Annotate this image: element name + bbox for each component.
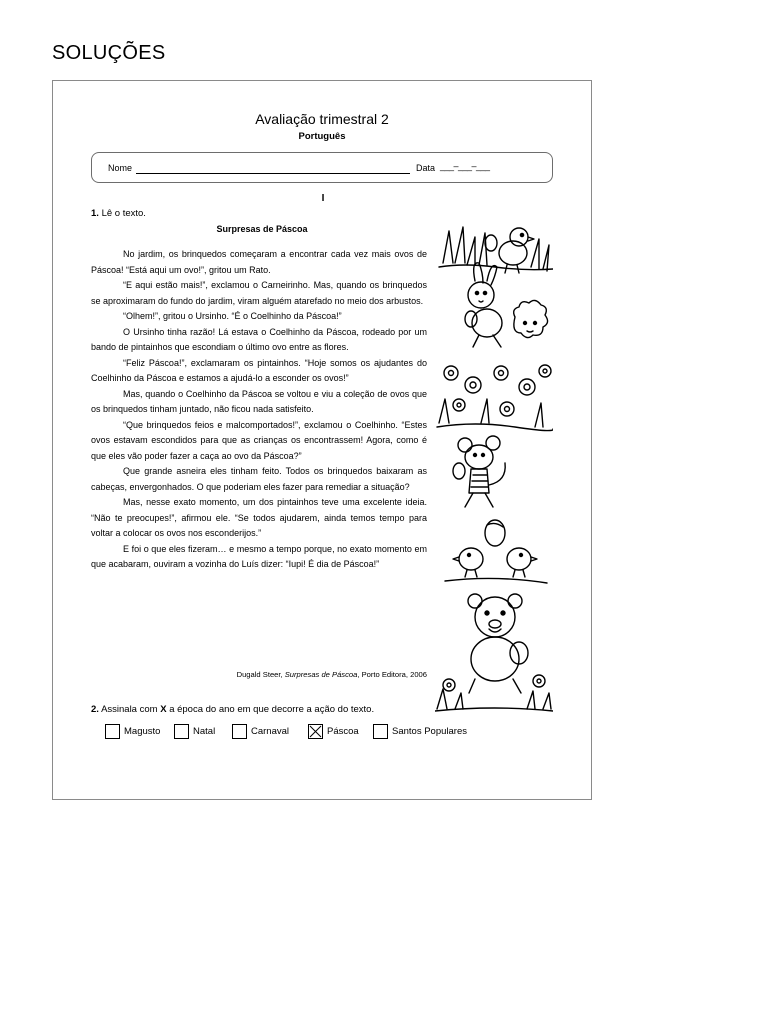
- question-1-prompt: Lê o texto.: [101, 208, 146, 219]
- x-mark-icon: [309, 725, 322, 738]
- bear-icon: [468, 594, 528, 693]
- story-title: Surpresas de Páscoa: [216, 224, 308, 234]
- option-natal[interactable]: [174, 722, 215, 740]
- option-pascoa[interactable]: [308, 722, 359, 740]
- option-magusto[interactable]: [105, 722, 160, 740]
- section-number: I: [321, 193, 325, 204]
- name-field[interactable]: [136, 173, 410, 174]
- story-citation: [91, 670, 427, 679]
- citation-work: Surpresas de Páscoa: [284, 670, 358, 679]
- chicks-icon: [445, 520, 547, 583]
- date-field[interactable]: ___–___–___: [440, 161, 490, 171]
- option-label: Magusto: [124, 725, 161, 737]
- story-paragraph: Que grande asneira eles tinham feito. Todos os brinquedos baixaram as cabeças, envergonhados. O que poderiam eles fazer para remediar a situação?: [91, 466, 427, 492]
- question-2: [91, 704, 374, 715]
- story-paragraph: O Ursinho tinha razão! Lá estava o Coelhinho da Páscoa, rodeado por um bando de pintainhos que escondiam o último ovo entre as flores.: [91, 326, 427, 352]
- egg-icon: [485, 235, 497, 251]
- name-date-box: [91, 152, 553, 183]
- checkbox-checked[interactable]: [308, 724, 323, 739]
- test-sheet: [52, 80, 592, 800]
- chick-icon: [499, 228, 534, 273]
- sheep-icon: [514, 300, 548, 337]
- question-2-prompt-start: Assinala com: [101, 704, 158, 715]
- checkbox[interactable]: [105, 724, 120, 739]
- flower-icon: [437, 365, 553, 431]
- name-label: Nome: [108, 163, 133, 173]
- question-1: [91, 208, 146, 219]
- page-heading: SOLUÇÕES: [52, 42, 166, 64]
- test-subject: Português: [298, 131, 346, 142]
- story-paragraph: “E aqui estão mais!”, exclamou o Carneirinho. Mas, quando os brinquedos se aproximaram do fundo do jardim, viram alguém atarefado no meio dos arbustos.: [91, 280, 427, 306]
- story-text: [91, 247, 427, 573]
- question-2-number: 2.: [91, 704, 99, 715]
- mouse-icon: [453, 436, 505, 507]
- option-label: Natal: [193, 725, 216, 737]
- story-paragraph: “Que brinquedos feios e malcomportados!”, exclamou o Coelhinho. “Estes ovos estavam escondidos para que as crianças os encontrassem! Agora, como é que eles vão poder fazer a caça ao ovo da Páscoa?”: [91, 419, 427, 461]
- grass-icon: [439, 227, 553, 271]
- test-title: Avaliação trimestral 2: [255, 111, 389, 127]
- checkbox[interactable]: [373, 724, 388, 739]
- story-paragraph: Mas, quando o Coelhinho da Páscoa se voltou e viu a coleção de ovos que os brinquedos tinham juntado, não ficou nada satisfeito.: [91, 388, 427, 414]
- story-paragraph: Mas, nesse exato momento, um dos pintainhos teve uma excelente ideia. “Não te preocupes!”, afirmou ele. “Se todos ajudarem, ainda temos tempo para voltar a colocar os ovos nos esconderijos.”: [91, 497, 427, 538]
- checkbox[interactable]: [174, 724, 189, 739]
- option-label: Páscoa: [327, 725, 359, 737]
- option-carnaval[interactable]: [232, 722, 289, 740]
- question-1-number: 1.: [91, 208, 99, 219]
- option-label: Carnaval: [251, 725, 290, 737]
- question-2-prompt-end: a época do ano em que decorre a ação do texto.: [169, 704, 375, 715]
- option-label: Santos Populares: [392, 725, 467, 737]
- citation-author: Dugald Steer,: [236, 670, 283, 679]
- story-paragraph: E foi o que eles fizeram… e mesmo a tempo porque, no exato momento em que acabaram, ouviram a vozinha do Luís dizer: “Iupi! É dia de Páscoa!”: [91, 543, 427, 569]
- option-santos-populares[interactable]: [373, 722, 467, 740]
- story-paragraph: “Olhem!”, gritou o Ursinho. “É o Coelhinho da Páscoa!”: [123, 311, 342, 321]
- rabbit-icon: [465, 263, 502, 347]
- easter-illustration: [435, 223, 553, 713]
- date-label: Data: [416, 163, 436, 173]
- checkbox[interactable]: [232, 724, 247, 739]
- answer-options: [105, 722, 585, 742]
- story-paragraph: “Feliz Páscoa!”, exclamaram os pintainhos. “Hoje somos os ajudantes do Coelhinho da Páscoa e estamos a ajudá-lo a esconder os ovos!”: [91, 357, 427, 383]
- citation-publisher: , Porto Editora, 2006: [357, 670, 427, 679]
- question-2-mark: X: [160, 704, 167, 715]
- story-paragraph: No jardim, os brinquedos começaram a encontrar cada vez mais ovos de Páscoa! “Está aqui um ovo!”, gritou um Rato.: [91, 249, 427, 275]
